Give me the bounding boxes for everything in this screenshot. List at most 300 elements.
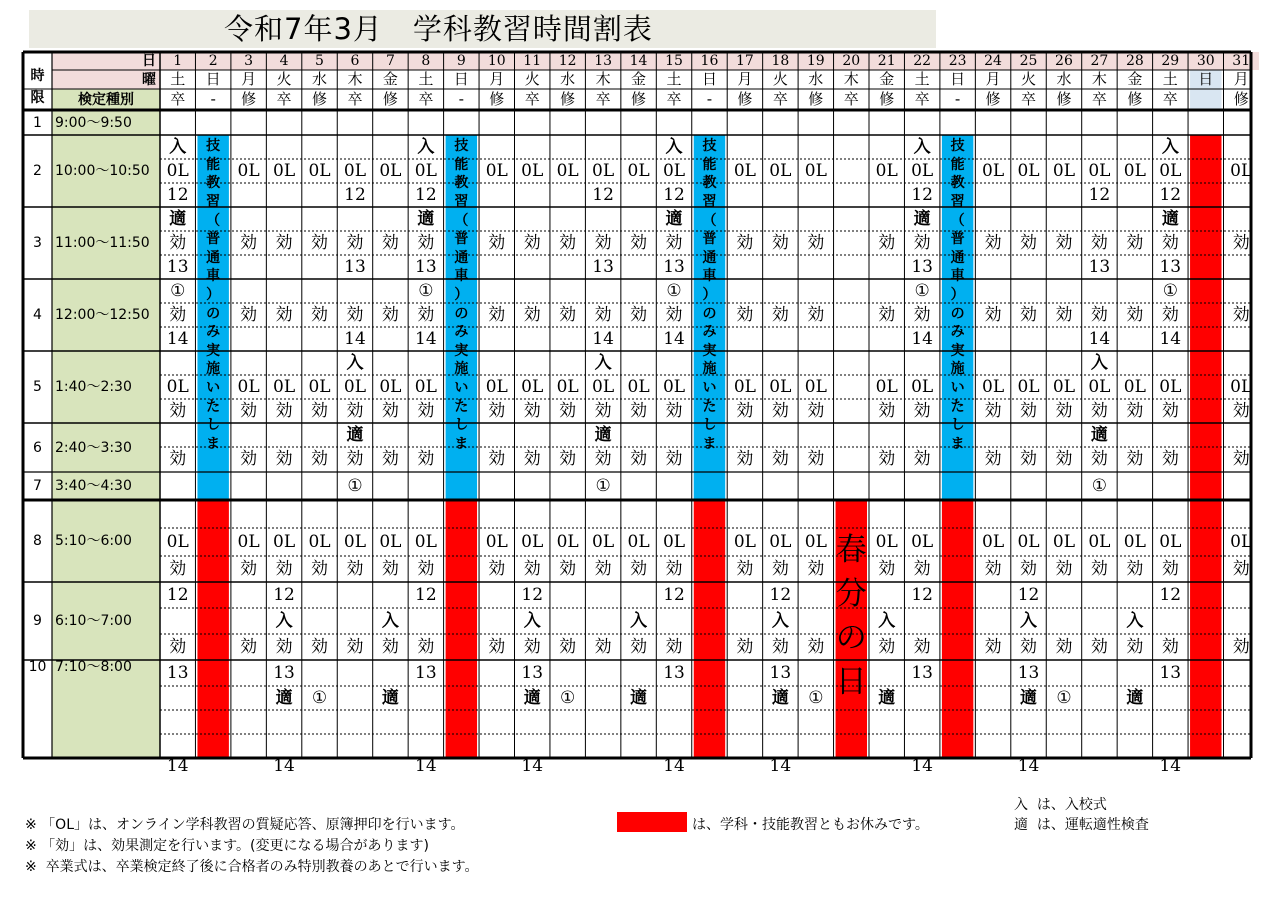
exam-type xyxy=(1188,89,1223,110)
schedule-cell: 12 xyxy=(415,584,437,605)
blue-block-char: い xyxy=(950,380,965,397)
schedule-cell: 0L xyxy=(627,160,650,181)
schedule-cell: 12 xyxy=(273,584,295,605)
weekday: 日 xyxy=(1198,70,1214,88)
schedule-cell: 効 xyxy=(1232,636,1250,657)
exam-type: 卒 xyxy=(914,90,930,108)
schedule-cell: 効 xyxy=(346,636,364,657)
schedule-cell: 0L xyxy=(911,376,934,397)
period-time: 1:40～2:30 xyxy=(55,379,132,395)
schedule-cell: 効 xyxy=(771,636,789,657)
schedule-cell: 0L xyxy=(875,160,898,181)
period-number: 6 xyxy=(33,439,42,456)
weekday: 水 xyxy=(1056,70,1072,88)
day-number: 14 xyxy=(629,53,648,69)
schedule-cell: 0L xyxy=(875,376,898,397)
schedule-cell: 効 xyxy=(488,400,506,421)
schedule-cell: 効 xyxy=(488,232,506,253)
schedule-cell: 13 xyxy=(663,256,685,277)
schedule-cell: 12 xyxy=(663,184,685,205)
schedule-cell: 0L xyxy=(1159,160,1182,181)
schedule-cell: 効 xyxy=(736,232,754,253)
schedule-cell: 効 xyxy=(417,400,435,421)
blue-block-char: の xyxy=(206,305,221,322)
schedule-cell: 効 xyxy=(559,400,577,421)
blue-block-char: ま xyxy=(950,435,965,452)
schedule-cell: 適 xyxy=(1161,208,1179,229)
exam-type: - xyxy=(954,90,961,108)
schedule-cell: 効 xyxy=(169,304,187,325)
blue-block-char: 施 xyxy=(950,361,965,378)
schedule-cell: 効 xyxy=(381,449,399,469)
schedule-cell: 0L xyxy=(1159,376,1182,397)
schedule-cell: 適 xyxy=(913,208,931,229)
blue-block-char: 能 xyxy=(454,156,469,173)
schedule-cell: 効 xyxy=(523,558,541,579)
schedule-cell: 効 xyxy=(488,449,506,469)
schedule-cell: 入 xyxy=(630,610,648,631)
schedule-cell: 0L xyxy=(1230,376,1253,397)
schedule-cell: 効 xyxy=(630,304,648,325)
schedule-cell: 効 xyxy=(169,232,187,253)
schedule-cell: 14 xyxy=(663,328,685,349)
schedule-cell: 効 xyxy=(346,449,364,469)
blue-block-char: し xyxy=(206,417,221,434)
day-number: 11 xyxy=(523,53,542,69)
schedule-cell: 効 xyxy=(417,636,435,657)
schedule-cell: 効 xyxy=(913,636,931,657)
schedule-cell: 効 xyxy=(240,636,258,657)
schedule-cell: 適 xyxy=(630,687,648,708)
red-closed-block xyxy=(694,500,725,758)
schedule-cell: 効 xyxy=(1232,304,1250,325)
schedule-cell: 適 xyxy=(1126,687,1144,708)
period-time: 9:00～9:50 xyxy=(55,114,132,131)
blue-block-char: （ xyxy=(206,212,221,229)
blue-block-char: 教 xyxy=(950,175,965,192)
schedule-cell: 効 xyxy=(523,636,541,657)
blue-block-char: い xyxy=(454,380,469,397)
weekday: 金 xyxy=(631,70,647,88)
blue-block-char: 普 xyxy=(950,231,965,248)
schedule-cell: 14 xyxy=(344,328,366,349)
schedule-cell: 入 xyxy=(913,136,931,157)
schedule-cell: 12 xyxy=(521,584,544,605)
schedule-cell: 12 xyxy=(1088,184,1111,205)
schedule-cell: 効 xyxy=(736,558,754,579)
blue-block-char: し xyxy=(702,417,717,434)
blue-block-char: み xyxy=(454,324,469,341)
schedule-cell: 12 xyxy=(344,184,366,205)
period-number: 4 xyxy=(33,307,42,323)
exam-type: 修 xyxy=(489,90,505,108)
legend-teki: 適 は、運転適性検査 xyxy=(1014,817,1149,833)
schedule-cell: ① xyxy=(1056,687,1072,708)
schedule-cell: 14 xyxy=(1017,756,1040,776)
schedule-cell: 効 xyxy=(1126,400,1144,421)
weekday: 金 xyxy=(879,70,895,88)
schedule-cell: 効 xyxy=(594,400,612,421)
red-closed-block xyxy=(197,500,228,758)
schedule-cell: 12 xyxy=(911,184,933,205)
schedule-cell: 効 xyxy=(630,558,648,579)
exam-type: 卒 xyxy=(1021,90,1037,108)
schedule-cell: 効 xyxy=(559,304,577,325)
schedule-cell: 効 xyxy=(381,558,399,579)
period-number: 8 xyxy=(33,533,42,549)
schedule-cell: 0L xyxy=(1230,160,1253,181)
blue-block-char: 能 xyxy=(950,156,965,173)
schedule-cell: 効 xyxy=(1055,304,1073,325)
schedule-cell: 0L xyxy=(273,376,296,397)
schedule-cell: 効 xyxy=(878,232,896,253)
legend-red-swatch xyxy=(617,812,687,832)
blue-block-char: 普 xyxy=(454,231,469,248)
period-time: 3:40～4:30 xyxy=(55,478,132,494)
period-number: 10 xyxy=(28,659,47,675)
note-ol: ※ 「OL」は、オンライン学科教習の質疑応答、原簿押印を行います。 xyxy=(25,817,465,833)
schedule-cell: 効 xyxy=(984,449,1002,469)
exam-type: 修 xyxy=(560,90,576,108)
schedule-cell: 効 xyxy=(1090,232,1108,253)
weekday: 月 xyxy=(737,70,753,88)
schedule-cell: 0L xyxy=(1017,376,1040,397)
schedule-cell: 効 xyxy=(736,304,754,325)
schedule-cell: 効 xyxy=(240,449,258,469)
schedule-cell: 0L xyxy=(1052,160,1076,181)
schedule-cell: 効 xyxy=(417,449,435,469)
blue-block-char: の xyxy=(950,305,965,322)
schedule-cell: 効 xyxy=(240,232,258,253)
schedule-cell: 効 xyxy=(665,232,683,253)
schedule-cell: 効 xyxy=(1126,636,1144,657)
exam-type: 卒 xyxy=(1162,90,1178,108)
schedule-cell: 効 xyxy=(665,636,683,657)
schedule-cell: 効 xyxy=(311,304,329,325)
schedule-cell: ① xyxy=(914,280,930,301)
weekday: 金 xyxy=(1127,70,1143,88)
schedule-cell: 14 xyxy=(273,756,295,776)
schedule-cell: 適 xyxy=(523,687,541,708)
schedule-cell: 14 xyxy=(415,328,437,349)
blue-block-char: た xyxy=(454,398,469,415)
period-number: 9 xyxy=(33,613,42,629)
schedule-cell: 12 xyxy=(592,184,614,205)
schedule-cell: 効 xyxy=(559,232,577,253)
day-number: 7 xyxy=(385,53,395,69)
schedule-cell: 適 xyxy=(346,424,364,445)
schedule-cell: 0L xyxy=(769,531,792,552)
period-time: 11:00～11:50 xyxy=(55,235,150,251)
blue-block-char: 実 xyxy=(454,342,469,359)
exam-type: 卒 xyxy=(772,90,788,108)
blue-block-char: 通 xyxy=(702,249,717,266)
weekday: 水 xyxy=(560,70,576,88)
schedule-cell: 効 xyxy=(913,400,931,421)
schedule-cell: 0L xyxy=(1159,531,1182,552)
schedule-cell: 効 xyxy=(523,449,541,469)
blue-block-char: ま xyxy=(206,435,221,452)
schedule-cell: 12 xyxy=(166,184,189,205)
schedule-cell: 効 xyxy=(311,400,329,421)
weekday: 月 xyxy=(1233,70,1249,88)
schedule-cell: 効 xyxy=(1020,232,1038,253)
schedule-cell: 効 xyxy=(771,232,789,253)
schedule-cell: ① xyxy=(1162,280,1178,301)
schedule-cell: 0L xyxy=(379,376,402,397)
schedule-cell: 効 xyxy=(807,449,825,469)
weekday: 水 xyxy=(808,70,824,88)
schedule-cell: 適 xyxy=(417,208,435,229)
schedule-cell: 効 xyxy=(1020,558,1038,579)
schedule-cell: 適 xyxy=(381,687,399,708)
blue-block-char: た xyxy=(702,398,717,415)
schedule-cell: 0L xyxy=(662,531,686,552)
schedule-cell: 効 xyxy=(665,304,683,325)
schedule-cell: 効 xyxy=(523,304,541,325)
schedule-cell: 14 xyxy=(769,756,792,776)
weekday: 土 xyxy=(418,70,434,88)
schedule-cell: 効 xyxy=(1055,400,1073,421)
schedule-cell: 14 xyxy=(415,756,437,776)
blue-block-char: 施 xyxy=(206,361,221,378)
schedule-cell: 12 xyxy=(1017,584,1040,605)
header-gen: 限 xyxy=(30,90,45,106)
schedule-cell: 効 xyxy=(169,449,187,469)
exam-type: 修 xyxy=(1233,90,1249,108)
blue-block-char: 習 xyxy=(454,194,469,211)
exam-type: 修 xyxy=(879,90,895,108)
period-time: 6:10～7:00 xyxy=(55,613,132,629)
schedule-cell: 効 xyxy=(771,449,789,469)
schedule-cell: 効 xyxy=(1126,232,1144,253)
schedule-cell: 13 xyxy=(911,256,933,277)
schedule-cell: 0L xyxy=(308,531,331,552)
blue-block-char: み xyxy=(950,324,965,341)
schedule-cell: 0L xyxy=(733,160,756,181)
day-number: 13 xyxy=(594,53,613,69)
day-number: 16 xyxy=(700,53,719,69)
schedule-cell: 0L xyxy=(343,376,367,397)
schedule-cell: 効 xyxy=(771,400,789,421)
exam-type: 修 xyxy=(737,90,753,108)
period-number: 3 xyxy=(33,235,42,251)
schedule-cell: 効 xyxy=(1090,400,1108,421)
schedule-cell: 効 xyxy=(665,558,683,579)
blue-block-char: た xyxy=(950,398,965,415)
schedule-cell: 14 xyxy=(166,756,189,776)
schedule-cell: 効 xyxy=(488,304,506,325)
schedule-cell: 効 xyxy=(1055,636,1073,657)
day-number: 31 xyxy=(1232,53,1251,69)
blue-block-char: し xyxy=(950,417,965,434)
weekday: 火 xyxy=(1021,70,1037,88)
blue-block-char: 習 xyxy=(950,194,965,211)
schedule-cell: 入 xyxy=(169,136,187,157)
day-number: 12 xyxy=(558,53,577,69)
period-time: 12:00～12:50 xyxy=(55,307,150,323)
schedule-cell: 入 xyxy=(878,610,896,631)
schedule-cell: 入 xyxy=(1020,610,1038,631)
exam-type: 修 xyxy=(1056,90,1072,108)
schedule-cell: 0L xyxy=(556,531,579,552)
blue-block-char: 習 xyxy=(206,194,221,211)
day-number: 1 xyxy=(173,53,183,69)
red-closed-block xyxy=(942,500,973,758)
schedule-cell: 14 xyxy=(663,756,685,776)
schedule-cell: 効 xyxy=(913,232,931,253)
exam-type: 卒 xyxy=(347,90,363,108)
weekday: 火 xyxy=(276,70,292,88)
schedule-cell: 効 xyxy=(736,400,754,421)
day-number: 22 xyxy=(913,53,932,69)
schedule-cell: 12 xyxy=(911,584,933,605)
schedule-cell: 効 xyxy=(771,558,789,579)
schedule-cell: 効 xyxy=(807,636,825,657)
exam-type: 卒 xyxy=(418,90,434,108)
holiday-char: 春 xyxy=(835,531,867,568)
schedule-cell: 12 xyxy=(769,584,792,605)
schedule-cell: 13 xyxy=(911,662,933,683)
schedule-cell: 13 xyxy=(166,256,189,277)
red-closed-block xyxy=(446,500,477,758)
schedule-cell: 効 xyxy=(878,449,896,469)
day-number: 8 xyxy=(421,53,431,69)
header-type-label: 検定種別 xyxy=(78,91,134,108)
schedule-cell: 0L xyxy=(592,160,615,181)
exam-type: 修 xyxy=(312,90,328,108)
schedule-cell: 13 xyxy=(1088,256,1111,277)
blue-block-char: （ xyxy=(950,212,965,229)
schedule-cell: 効 xyxy=(736,636,754,657)
schedule-cell: 12 xyxy=(1159,184,1182,205)
blue-block-char: ） xyxy=(702,287,717,304)
header-ji: 時 xyxy=(30,68,45,84)
schedule-cell: 効 xyxy=(984,232,1002,253)
schedule-cell: 効 xyxy=(630,636,648,657)
schedule-cell: 効 xyxy=(1232,400,1250,421)
weekday: 水 xyxy=(312,70,328,88)
day-number: 21 xyxy=(877,53,896,69)
schedule-cell: 13 xyxy=(769,662,792,683)
schedule-cell: 14 xyxy=(1159,328,1182,349)
blue-block-char: ま xyxy=(454,435,469,452)
schedule-cell: 効 xyxy=(913,449,931,469)
blue-block-char: ） xyxy=(454,287,469,304)
schedule-cell: 効 xyxy=(1090,558,1108,579)
schedule-cell: 適 xyxy=(169,208,187,229)
schedule-cell: 効 xyxy=(381,400,399,421)
schedule-cell: 12 xyxy=(663,584,685,605)
day-number: 20 xyxy=(842,53,861,69)
schedule-cell: 0L xyxy=(521,531,544,552)
schedule-cell: ① xyxy=(808,687,824,708)
schedule-cell: 効 xyxy=(630,232,648,253)
weekday: 土 xyxy=(914,70,930,88)
day-number: 10 xyxy=(487,53,506,69)
schedule-cell: 効 xyxy=(984,636,1002,657)
schedule-cell: 効 xyxy=(311,636,329,657)
schedule-cell: 効 xyxy=(311,232,329,253)
schedule-cell: 入 xyxy=(275,610,293,631)
schedule-cell: 効 xyxy=(1090,449,1108,469)
schedule-cell: 0L xyxy=(1123,160,1146,181)
schedule-cell: 効 xyxy=(1161,304,1179,325)
day-number: 24 xyxy=(984,53,1002,69)
blue-block-char: 車 xyxy=(206,268,221,285)
schedule-cell: 効 xyxy=(311,449,329,469)
schedule-cell: 効 xyxy=(630,400,648,421)
schedule-cell: 0L xyxy=(662,376,686,397)
schedule-cell: 効 xyxy=(594,558,612,579)
schedule-cell: 入 xyxy=(665,136,683,157)
day-number: 27 xyxy=(1090,53,1109,69)
schedule-cell: 0L xyxy=(273,160,296,181)
schedule-cell: 効 xyxy=(311,558,329,579)
day-number: 5 xyxy=(315,53,324,69)
schedule-cell: 効 xyxy=(559,636,577,657)
blue-block-char: 能 xyxy=(702,156,717,173)
schedule-cell: 効 xyxy=(984,400,1002,421)
blue-block-char: の xyxy=(702,305,717,322)
schedule-cell: 効 xyxy=(1126,449,1144,469)
schedule-cell: 0L xyxy=(592,376,615,397)
schedule-cell: 0L xyxy=(1230,531,1253,552)
schedule-cell: 13 xyxy=(415,662,437,683)
schedule-cell: ① xyxy=(311,687,328,708)
schedule-cell: 効 xyxy=(878,636,896,657)
day-number: 9 xyxy=(456,53,466,69)
schedule-cell: 効 xyxy=(594,232,612,253)
schedule-cell: 0L xyxy=(166,376,189,397)
blue-block-char: 実 xyxy=(206,342,221,359)
schedule-cell: 適 xyxy=(771,687,789,708)
header-weekday-label: 曜 xyxy=(142,71,156,88)
schedule-cell: 12 xyxy=(166,584,189,605)
exam-type: 修 xyxy=(382,90,398,108)
schedule-cell: 0L xyxy=(627,376,650,397)
schedule-cell: 0L xyxy=(1123,376,1146,397)
schedule-cell: 効 xyxy=(381,304,399,325)
blue-block-char: 通 xyxy=(454,249,469,266)
schedule-cell: 13 xyxy=(415,256,437,277)
schedule-cell: 効 xyxy=(594,304,612,325)
schedule-cell: 0L xyxy=(414,376,437,397)
blue-block-char: （ xyxy=(454,212,469,229)
schedule-cell: 0L xyxy=(237,531,260,552)
blue-block-char: 技 xyxy=(950,138,965,155)
schedule-cell: 適 xyxy=(594,424,612,445)
schedule-cell: ① xyxy=(595,475,611,496)
holiday-char: 日 xyxy=(835,663,867,700)
schedule-cell: 入 xyxy=(523,610,541,631)
schedule-cell: 0L xyxy=(1017,160,1040,181)
schedule-cell: 効 xyxy=(381,232,399,253)
blue-block-char: 普 xyxy=(702,231,717,248)
schedule-cell: 効 xyxy=(1126,558,1144,579)
blue-block-char: い xyxy=(702,380,717,397)
day-number: 4 xyxy=(279,53,289,69)
schedule-cell: 0L xyxy=(982,376,1005,397)
schedule-cell: 効 xyxy=(417,304,435,325)
page-title: 令和7年3月 学科教習時間割表 xyxy=(224,12,653,46)
schedule-cell: 0L xyxy=(592,531,615,552)
schedule-cell: 効 xyxy=(665,400,683,421)
schedule-cell: 効 xyxy=(1161,449,1179,469)
day-number: 28 xyxy=(1125,53,1144,69)
period-time: 7:10～8:00 xyxy=(55,659,132,675)
schedule-cell: 0L xyxy=(521,376,544,397)
